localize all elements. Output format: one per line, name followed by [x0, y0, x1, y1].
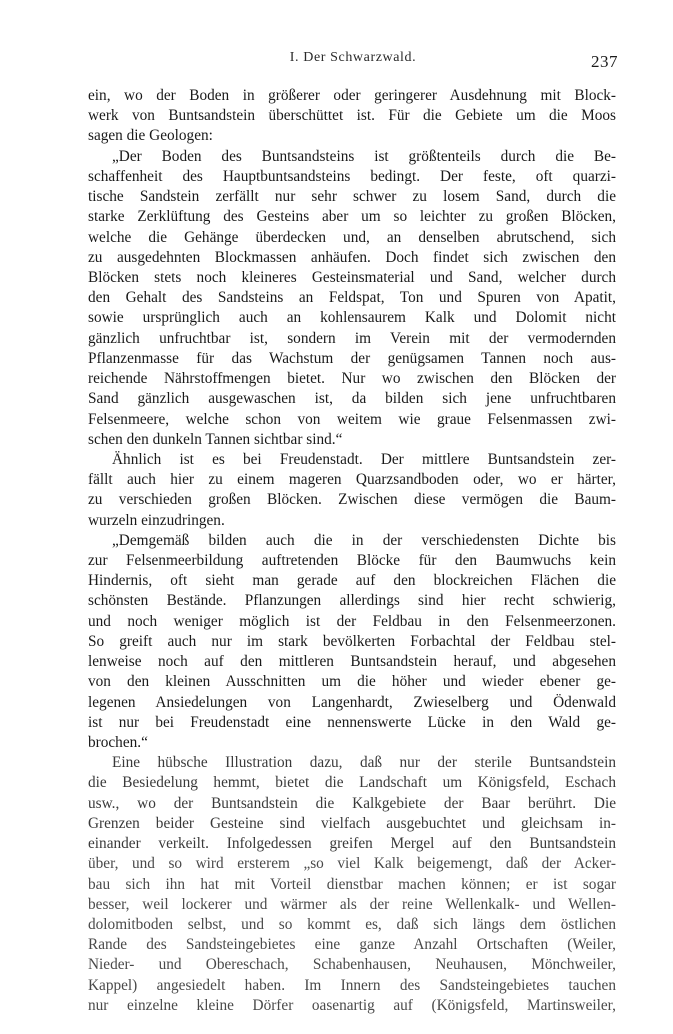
text-line: brochen.“	[88, 734, 148, 751]
running-title: I. Der Schwarzwald.	[289, 50, 417, 65]
text-line: lenweise noch auf den mittleren Buntsandstein herauf, und abgesehen	[88, 653, 616, 671]
text-line: werk von Buntsandstein überschüttet ist. Für die Gebiete um die Moos	[88, 107, 616, 125]
body-text	[88, 86, 616, 1016]
text-line: den Gehalt des Sandsteins an Feldspat, Ton und Spuren von Apatit,	[88, 289, 616, 307]
text-line: zu ausgedehnten Blockmassen anhäufen. Doch findet sich zwischen den	[88, 248, 616, 266]
text-line: Nieder- und Obereschach, Schabenhausen, Neuhausen, Mönchweiler,	[88, 956, 616, 974]
text-line: sowie ursprünglich auch an kohlensaurem Kalk und Dolomit nicht	[88, 309, 616, 327]
page-number: 237	[591, 52, 618, 71]
text-line: Hindernis, oft sieht man gerade auf den blockreichen Flächen die	[88, 572, 616, 590]
text-line: schen den dunkeln Tannen sichtbar sind.“	[88, 430, 343, 448]
text-line: und noch weniger möglich ist der Feldbau in den Felsenmeerzonen.	[88, 612, 616, 630]
text-line: legenen Ansiedelungen von Langenhardt, Zwieselberg und Ödenwald	[88, 693, 616, 711]
text-line: ist nur bei Freudenstadt eine nennenswerte Lücke in den Wald ge-	[88, 713, 616, 731]
text-line: „Demgemäß bilden auch die in der verschiedensten Dichte bis	[112, 531, 616, 549]
text-line: fällt auch hier zu einem mageren Quarzsandboden oder, wo er härter,	[88, 471, 616, 489]
text-line: Rande des Sandsteingebietes eine ganze Anzahl Ortschaften (Weiler,	[88, 936, 616, 954]
text-line: sagen die Geologen:	[88, 127, 213, 145]
text-line: einander verkeilt. Infolgedessen greifen Mergel auf den Buntsandstein	[88, 835, 616, 853]
text-line: reichende Nährstoffmengen bietet. Nur wo zwischen den Blöcken der	[88, 370, 616, 388]
text-line: bau sich ihn hat mit Vorteil dienstbar machen können; er ist sogar	[88, 875, 616, 893]
text-line: Blöcken stets noch kleineres Gesteinsmaterial und Sand, welcher durch	[88, 268, 616, 286]
text-line: wurzeln einzudringen.	[88, 511, 225, 529]
text-line: starke Zerklüftung des Gesteins aber um so leichter zu großen Blöcken,	[88, 208, 616, 226]
text-line: Kappel) angesiedelt haben. Im Innern des Sandsteingebietes tauchen	[88, 976, 616, 994]
text-line: schaffenheit des Hauptbuntsandsteins bedingt. Der feste, oft quarzi-	[88, 167, 616, 185]
text-line: Grenzen beider Gesteine sind vielfach ausgebuchtet und gleichsam in-	[88, 814, 616, 832]
text-line: Sand gänzlich ausgewaschen ist, da bilden sich jene unfruchtbaren	[88, 390, 616, 408]
text-line: „Der Boden des Buntsandsteins ist größtenteils durch die Be-	[112, 147, 616, 165]
text-line: von den kleinen Ausschnitten um die höher und wieder ebener ge-	[88, 673, 616, 691]
text-line: So greift auch nur im stark bevölkerten Forbachtal der Feldbau stel-	[88, 632, 616, 650]
text-line: ein, wo der Boden in größerer oder geringerer Ausdehnung mit Block-	[88, 87, 616, 104]
text-line: tische Sandstein zerfällt nur sehr schwer zu losem Sand, durch die	[88, 188, 616, 206]
text-line: über, und so wird ersterem „so viel Kalk beigemengt, daß der Acker-	[88, 855, 616, 873]
text-line: Felsenmeere, welche schon von weitem wie graue Felsenmassen zwi-	[88, 410, 616, 428]
text-line: dolomitboden selbst, und so kommt es, daß sich längs dem östlichen	[88, 915, 616, 933]
text-line: Eine hübsche Illustration dazu, daß nur der sterile Buntsandstein	[112, 754, 616, 772]
text-line: besser, weil lockerer und wärmer als der reine Wellenkalk- und Wellen-	[88, 895, 616, 913]
text-line: Pflanzenmasse für das Wachstum der genügsamen Tannen noch aus-	[88, 349, 616, 367]
text-line: usw., wo der Buntsandstein die Kalkgebiete der Baar berührt. Die	[88, 794, 616, 812]
text-line: schönsten Bestände. Pflanzungen allerdings sind hier recht schwierig,	[88, 592, 616, 610]
text-line: welche die Gehänge überdecken und, an denselben abrutschend, sich	[88, 228, 616, 246]
text-line: nur einzelne kleine Dörfer oasenartig auf (Königsfeld, Martinsweiler,	[88, 996, 616, 1014]
running-header	[88, 50, 618, 72]
text-line: zur Felsenmeerbildung auftretenden Blöcke für den Baumwuchs kein	[88, 552, 616, 570]
text-line: Ähnlich ist es bei Freudenstadt. Der mittlere Buntsandstein zer-	[112, 450, 616, 468]
text-line: die Besiedelung hemmt, bietet die Landschaft um Königsfeld, Eschach	[88, 774, 616, 792]
text-line: zu verschieden großen Blöcken. Zwischen diese vermögen die Baum-	[88, 491, 616, 509]
text-line: gänzlich unfruchtbar ist, sondern im Verein mit der vermodernden	[88, 329, 616, 347]
